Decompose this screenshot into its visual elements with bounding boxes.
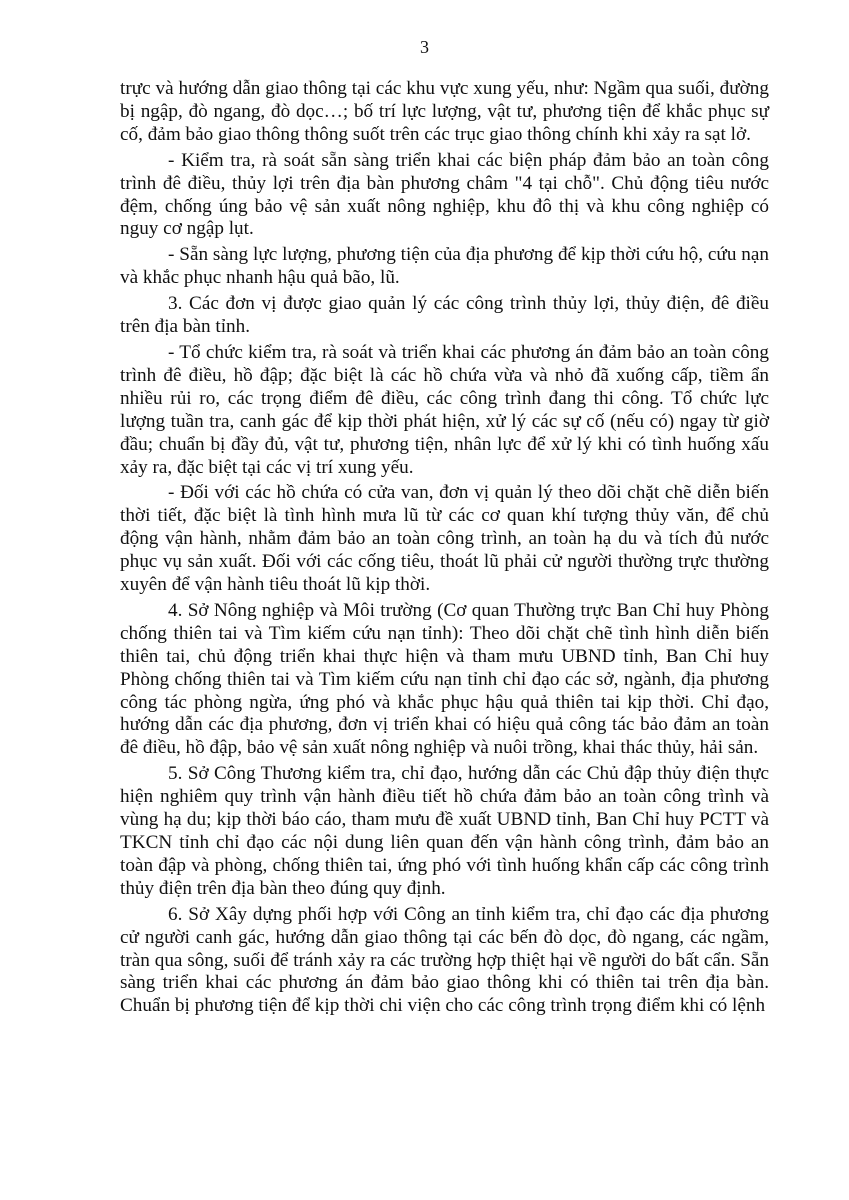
document-body (120, 78, 769, 1018)
paragraph-reservoir-gates: - Đối với các hồ chứa có cửa van, đơn vị quản lý theo dõi chặt chẽ diễn biến thời tiết, đặc biệt là tình hình mưa lũ từ các cơ quan khí tượng thủy văn, để chủ động vận hành, nhằm đảm bảo an toàn công trình, an toàn hạ du và tích đủ nước phục vụ sản xuất. Đối với các cống tiêu, thoát lũ phải cử người thường trực thường xuyên để vận hành tiêu thoát lũ kịp thời. (120, 482, 769, 596)
paragraph-organize-inspection: - Tổ chức kiểm tra, rà soát và triển khai các phương án đảm bảo an toàn công trình đê điều, hồ đập; đặc biệt là các hồ chứa vừa và nhỏ đã xuống cấp, tiềm ẩn nhiều rủi ro, các trọng điểm đê điều, các công trình đang thi công. Tổ chức lực lượng tuần tra, canh gác để kịp thời phát hiện, xử lý các sự cố (nếu có) ngay từ giờ đầu; chuẩn bị đầy đủ, vật tư, phương tiện, nhân lực để xử lý khi có tình huống xấu xảy ra, đặc biệt tại các vị trí xung yếu. (120, 341, 769, 478)
page-number: 3 (420, 37, 429, 57)
paragraph-section-3-heading: 3. Các đơn vị được giao quản lý các công trình thủy lợi, thủy điện, đê điều trên địa bàn tỉnh. (120, 293, 769, 338)
paragraph-section-5: 5. Sở Công Thương kiểm tra, chỉ đạo, hướng dẫn các Chủ đập thủy điện thực hiện nghiêm quy trình vận hành điều tiết hồ chứa đảm bảo an toàn công trình và vùng hạ du; kịp thời báo cáo, tham mưu đề xuất UBND tỉnh, Ban Chỉ huy PCTT và TKCN tỉnh chỉ đạo các nội dung liên quan đến vận hành công trình, đảm bảo an toàn đập và phòng, chống thiên tai, ứng phó với tình huống khẩn cấp các công trình thủy điện trên địa bàn theo đúng quy định. (120, 763, 769, 899)
paragraph-continuation: trực và hướng dẫn giao thông tại các khu vực xung yếu, như: Ngầm qua suối, đường bị ngập, đò ngang, đò dọc…; bố trí lực lượng, vật tư, phương tiện để khắc phục sự cố, đảm bảo giao thông thông suốt trên các trục giao thông chính khi xảy ra sạt lở. (120, 78, 769, 145)
paragraph-ready-forces: - Sẵn sàng lực lượng, phương tiện của địa phương để kịp thời cứu hộ, cứu nạn và khắc phục nhanh hậu quả bão, lũ. (120, 244, 769, 289)
paragraph-inspect-dikes: - Kiểm tra, rà soát sẵn sàng triển khai các biện pháp đảm bảo an toàn công trình đê điều, thủy lợi trên địa bàn phương châm "4 tại chỗ". Chủ động tiêu nước đệm, chống úng bảo vệ sản xuất nông nghiệp, khu đô thị và khu công nghiệp có nguy cơ ngập lụt. (120, 149, 769, 240)
paragraph-section-6: 6. Sở Xây dựng phối hợp với Công an tỉnh kiểm tra, chỉ đạo các địa phương cử người canh gác, hướng dẫn giao thông tại các bến đò dọc, đò ngang, các ngầm, tràn qua sông, suối để tránh xảy ra các trường hợp thiệt hại về người do bất cẩn. Sẵn sàng triển khai các phương án đảm bảo giao thông khi có thiên tai trên địa bàn. Chuẩn bị phương tiện để kịp thời chi viện cho các công trình trọng điểm khi có lệnh (120, 903, 769, 1017)
paragraph-section-4: 4. Sở Nông nghiệp và Môi trường (Cơ quan Thường trực Ban Chỉ huy Phòng chống thiên tai và Tìm kiếm cứu nạn tỉnh): Theo dõi chặt chẽ tình hình diễn biến thiên tai, chủ động triển khai thực hiện và tham mưu UBND tỉnh, Ban Chỉ huy Phòng chống thiên tai và Tìm kiếm cứu nạn tỉnh chỉ đạo các sở, ngành, địa phương công tác phòng ngừa, ứng phó và khắc phục hậu quả thiên tai kịp thời. Chỉ đạo, hướng dẫn các địa phương, đơn vị triển khai có hiệu quả công tác bảo đảm an toàn đê điều, hồ đập, bảo vệ sản xuất nông nghiệp và nuôi trồng, khai thác thủy, hải sản. (120, 599, 769, 759)
